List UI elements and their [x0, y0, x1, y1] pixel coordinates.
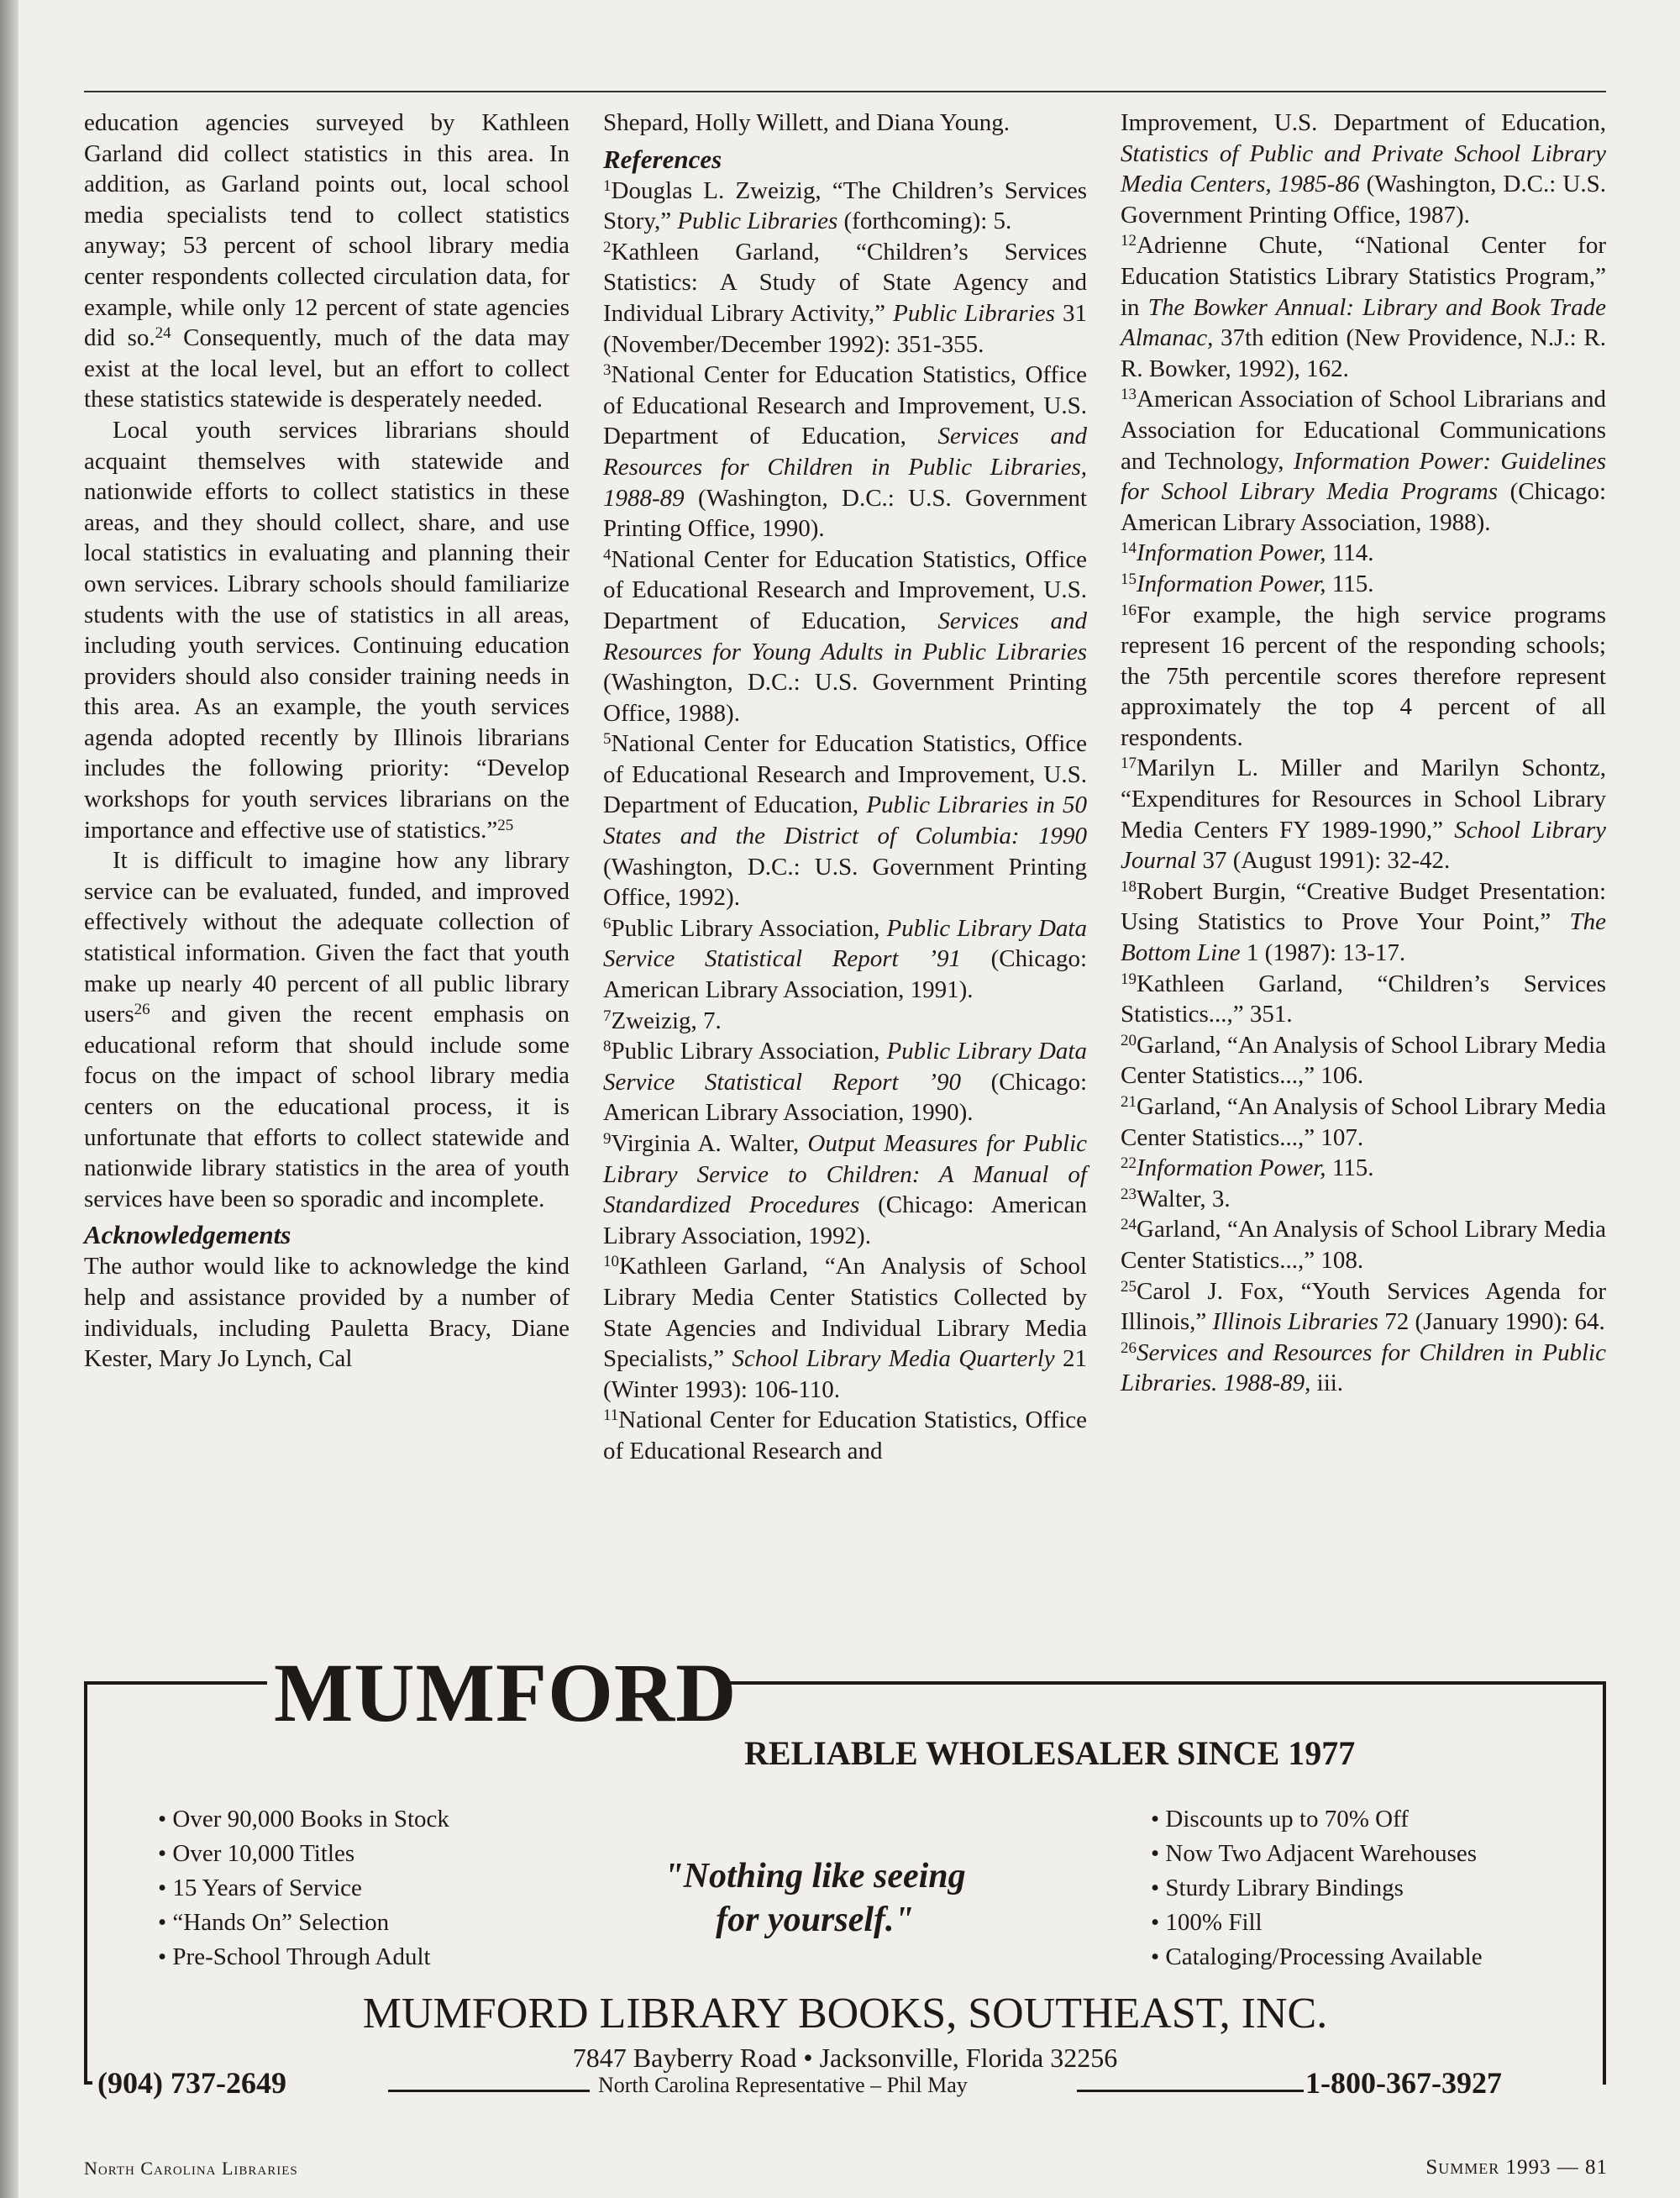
ad-feature-item: • Now Two Adjacent Warehouses	[1151, 1837, 1483, 1871]
reference-number: 18	[1121, 877, 1137, 896]
paragraph: Local youth services librarians should acquaint themselves with statewide and nationwide efforts to collect statistics in these areas, and they should collect, share, and use local statistics in evaluating and planning their own services. Library schools should familiarize students with the use of statistics in all areas, including youth services. Continuing education providers should also consider training needs in this area. As an example, the youth services agenda adopted recently by Illinois librarians includes the following priority: “Develop workshops for youth services librarians on the importance and effective use of statistics.”$^{25}$	[84, 416, 570, 844]
reference-item: $^{18}$Robert Burgin, “Creative Budget Presentation: Using Statistics to Prove Your Point,” The Bottom Line 1 (1987): 13-17.	[1121, 877, 1606, 967]
ad-feature-item: • 15 Years of Service	[158, 1871, 449, 1906]
header-rule	[84, 91, 1606, 92]
reference-item: $^{14}$Information Power, 114.	[1121, 539, 1374, 567]
reference-number: 4	[603, 545, 612, 564]
ad-address: 7847 Bayberry Road • Jacksonville, Florida 32256	[572, 2043, 1118, 2073]
reference-item: $^{21}$Garland, “An Analysis of School Library Media Center Statistics...,” 107.	[1121, 1093, 1606, 1151]
column-1	[84, 108, 570, 1375]
reference-item: $^{25}$Carol J. Fox, “Youth Services Agenda for Illinois,” Illinois Libraries 72 (January 1990): 64.	[1121, 1277, 1606, 1336]
reference-number: 12	[1121, 232, 1137, 250]
reference-item: $^5$National Center for Education Statistics, Office of Educational Research and Improvement, U.S. Department of Education, Public Libraries in 50 States and the District of Columbia: 1990 (Washington, D.C.: U.S. Government Printing Office, 1992).	[603, 730, 1087, 912]
reference-item: $^{16}$For example, the high service programs represent 16 percent of the responding schools; the 75th percentile scores therefore represent approximately the top 4 percent of all respondents.	[1121, 601, 1606, 751]
ad-feature-list-right	[1151, 1802, 1483, 1975]
reference-item: $^1$Douglas L. Zweizig, “The Children’s Services Story,” Public Libraries (forthcoming): 5.	[603, 176, 1087, 235]
reference-item: Improvement, U.S. Department of Education, Statistics of Public and Private School Library Media Centers, 1985-86 (Washington, D.C.: U.S. Government Printing Office, 1987).	[1121, 109, 1606, 229]
page-edge	[0, 0, 18, 2198]
ad-feature-list-left	[158, 1802, 449, 1975]
reference-item: $^3$National Center for Education Statistics, Office of Educational Research and Improvement, U.S. Department of Education, Services and Resources for Children in Public Libraries, 1988-89 (Washington, D.C.: U.S. Government Printing Office, 1990).	[603, 361, 1087, 543]
ad-tagline: RELIABLE WHOLESALER SINCE 1977	[744, 1734, 1356, 1772]
ad-company-name: MUMFORD LIBRARY BOOKS, SOUTHEAST, INC.	[362, 1990, 1328, 2038]
reference-number: 16	[1121, 601, 1137, 619]
ad-brand: MUMFORD	[274, 1646, 738, 1739]
reference-item: $^{24}$Garland, “An Analysis of School Library Media Center Statistics...,” 108.	[1121, 1216, 1606, 1274]
references-heading: References	[603, 144, 722, 174]
reference-number: 19	[1121, 970, 1137, 988]
ad-feature-item: • Pre-School Through Adult	[158, 1940, 449, 1975]
reference-item: $^{19}$Kathleen Garland, “Children’s Services Statistics...,” 351.	[1121, 970, 1606, 1028]
acknowledgements-text: The author would like to acknowledge the kind help and assistance provided by a number of individuals, including Pauletta Bracy, Diane Kester, Mary Jo Lynch, Cal	[84, 1253, 570, 1373]
reference-item: $^{13}$American Association of School Librarians and Association for Educational Communications and Technology, Information Power: Guidelines for School Library Media Programs (Chicago: American Library Association, 1988).	[1121, 386, 1606, 536]
reference-item: $^{17}$Marilyn L. Miller and Marilyn Schontz, “Expenditures for Resources in School Library Media Centers FY 1989-1990,” School Library Journal 37 (August 1991): 32-42.	[1121, 755, 1606, 875]
reference-item: $^4$National Center for Education Statistics, Office of Educational Research and Improvement, U.S. Department of Education, Services and Resources for Young Adults in Public Libraries (Washington, D.C.: U.S. Government Printing Office, 1988).	[603, 545, 1087, 727]
paragraph: education agencies surveyed by Kathleen Garland did collect statistics in this area. In addition, as Garland points out, local school media specialists tend to collect statistics anyway; 53 percent of school library media center respondents collected circulation data, for example, while only 12 percent of state agencies did so.$^{24}$ Consequently, much of the data may exist at the local level, but an effort to collect these statistics statewide is desperately needed.	[84, 109, 570, 413]
reference-number: 25	[1121, 1277, 1137, 1296]
column-3	[1121, 108, 1606, 1399]
reference-item: $^8$Public Library Association, Public Library Data Service Statistical Report ’90 (Chicago: American Library Association, 1990).	[603, 1038, 1088, 1127]
reference-item: $^{11}$National Center for Education Statistics, Office of Educational Research and	[603, 1407, 1087, 1464]
reference-number: 26	[1121, 1338, 1137, 1357]
ad-feature-item: • Over 90,000 Books in Stock	[158, 1802, 449, 1837]
reference-item: $^9$Virginia A. Walter, Output Measures for Public Library Service to Children: A Manual of Standardized Procedures (Chicago: American Library Association, 1992).	[603, 1130, 1087, 1249]
reference-number: 24	[1121, 1216, 1137, 1234]
reference-number: 23	[1121, 1185, 1137, 1203]
ad-frame	[722, 1681, 1606, 1685]
ad-representative: North Carolina Representative – Phil May	[598, 2073, 968, 2097]
ad-feature-item: • Sturdy Library Bindings	[1151, 1871, 1483, 1906]
ad-feature-item: • Cataloging/Processing Available	[1151, 1940, 1483, 1975]
reference-item: $^6$Public Library Association, Public Library Data Service Statistical Report ’91 (Chicago: American Library Association, 1991).	[603, 914, 1088, 1004]
reference-item: $^{23}$Walter, 3.	[1121, 1185, 1231, 1212]
acknowledgements-heading: Acknowledgements	[84, 1220, 291, 1250]
reference-number: 15	[1121, 570, 1137, 588]
ad-phone-tollfree: 1-800-367-3927	[1305, 2066, 1502, 2100]
ad-slogan: "Nothing like seeing for yourself."	[664, 1857, 966, 1939]
reference-number: 11	[603, 1407, 619, 1425]
reference-number: 2	[603, 238, 612, 256]
ad-feature-item: • 100% Fill	[1151, 1906, 1483, 1940]
reference-number: 3	[603, 361, 612, 380]
reference-number: 1	[603, 176, 612, 195]
ad-frame	[84, 1681, 267, 1685]
reference-list	[1121, 108, 1606, 1399]
reference-item: $^{10}$Kathleen Garland, “An Analysis of School Library Media Center Statistics Collected by State Agencies and Individual Library Media Specialists,” School Library Media Quarterly 21 (Winter 1993): 106-110.	[603, 1253, 1088, 1403]
article-body	[84, 108, 1606, 1645]
reference-number: 22	[1121, 1154, 1137, 1173]
footer-journal-name: North Carolina Libraries	[84, 2158, 298, 2179]
ad-feature-item: • Discounts up to 70% Off	[1151, 1802, 1483, 1837]
reference-number: 5	[603, 730, 612, 749]
ad-rule	[388, 2090, 590, 2092]
ad-feature-item: • “Hands On” Selection	[158, 1906, 449, 1940]
reference-number: 8	[603, 1038, 612, 1056]
reference-number: 14	[1121, 539, 1137, 558]
acknowledgements-text-cont: Shepard, Holly Willett, and Diana Young.	[603, 109, 1011, 136]
ad-rule	[1077, 2090, 1304, 2092]
reference-number: 10	[603, 1253, 619, 1271]
reference-number: 6	[603, 914, 612, 933]
reference-item: $^{15}$Information Power, 115.	[1121, 570, 1374, 597]
reference-item: $^2$Kathleen Garland, “Children’s Services Statistics: A Study of State Agency and Individual Library Activity,” Public Libraries 31 (November/December 1992): 351-355.	[603, 238, 1088, 358]
reference-number: 9	[603, 1130, 612, 1148]
reference-number: 13	[1121, 386, 1137, 404]
reference-number: 7	[603, 1007, 612, 1025]
reference-number: 21	[1121, 1093, 1137, 1111]
ad-phone-local: (904) 737-2649	[97, 2066, 286, 2100]
ad-frame	[84, 2081, 92, 2085]
reference-list	[603, 176, 1087, 1467]
reference-number: 20	[1121, 1031, 1137, 1049]
column-2	[603, 108, 1087, 1467]
reference-number: 17	[1121, 755, 1137, 773]
reference-item: $^{26}$Services and Resources for Children in Public Libraries. 1988-89, iii.	[1121, 1338, 1606, 1397]
reference-item: $^{20}$Garland, “An Analysis of School Library Media Center Statistics...,” 106.	[1121, 1031, 1606, 1090]
paragraph: It is difficult to imagine how any library service can be evaluated, funded, and improved effectively without the adequate collection of statistical information. Given the fact that youth make up nearly 40 percent of all public library users$^{26}$ and given the recent emphasis on educational reform that should include some focus on the impact of school library media centers on the educational process, it is unfortunate that efforts to collect statewide and nationwide library statistics in the area of youth services have been so sporadic and incomplete.	[84, 847, 570, 1212]
footer-issue-page: Summer 1993 — 81	[1425, 2156, 1608, 2179]
advertisement	[84, 1646, 1606, 2124]
reference-item: $^7$Zweizig, 7.	[603, 1007, 722, 1034]
reference-item: $^{12}$Adrienne Chute, “National Center for Education Statistics Library Statistics Program,” in The Bowker Annual: Library and Book Trade Almanac, 37th edition (New Providence, N.J.: R. R. Bowker, 1992), 162.	[1121, 232, 1607, 382]
ad-feature-item: • Over 10,000 Titles	[158, 1837, 449, 1871]
reference-item: $^{22}$Information Power, 115.	[1121, 1154, 1374, 1182]
